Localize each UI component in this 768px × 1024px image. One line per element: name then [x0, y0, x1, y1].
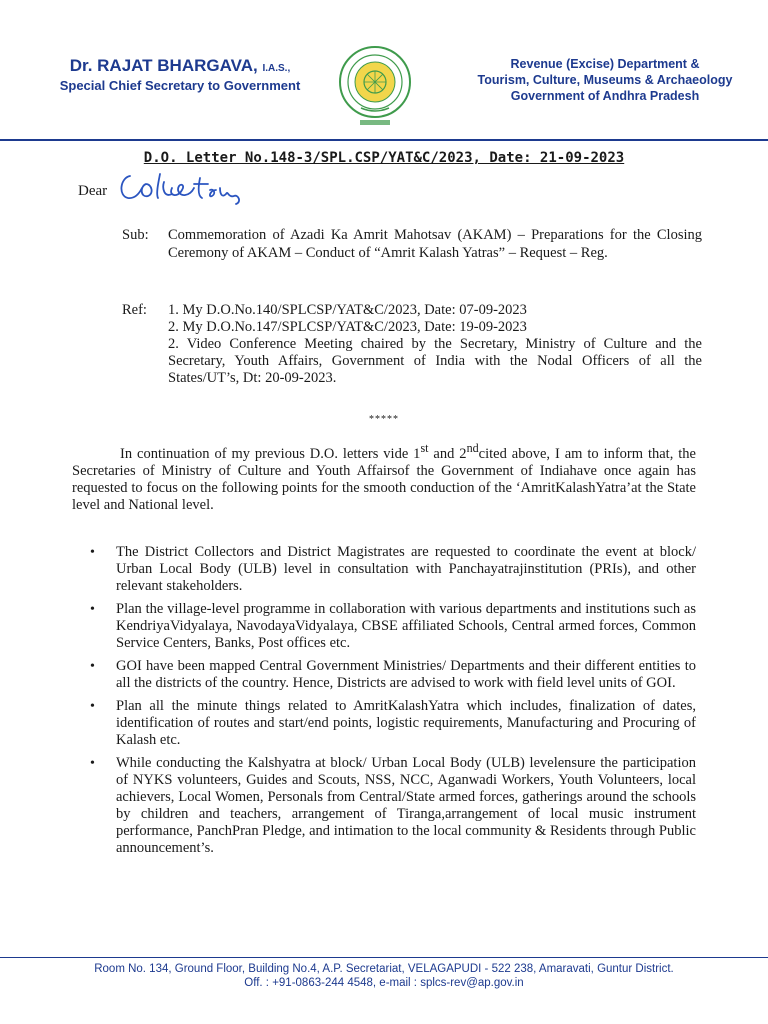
- department-line-3: Government of Andhra Pradesh: [510, 89, 700, 103]
- list-item: • GOI have been mapped Central Government Ministries/ Departments and their different entities to all the districts of the country. Hence, Districts are advised to work with field level units of GOI.: [90, 658, 696, 691]
- bullet-icon: •: [90, 602, 95, 617]
- reference-item: 1. My D.O.No.140/SPLCSP/YAT&C/2023, Date: 07-09-2023: [168, 302, 527, 318]
- department-block: [470, 56, 740, 104]
- footer-address: [0, 962, 768, 990]
- reference-label: Ref:: [122, 302, 147, 318]
- references-block: [122, 302, 702, 387]
- reference-item: 2. Video Conference Meeting chaired by the Secretary, Ministry of Culture and the Secretary, Youth Affairs, Government of India with the Nodal Officers of all the States/UT’s, Dt: 20-09-2023.: [168, 336, 702, 386]
- department-line-2: Tourism, Culture, Museums & Archaeology: [477, 73, 733, 87]
- sender-designation: Special Chief Secretary to Government: [59, 78, 301, 93]
- subject-text: Commemoration of Azadi Ka Amrit Mahotsav (AKAM) – Preparations for the Closing Ceremony of AKAM – Conduct of “Amrit Kalash Yatras” – Request – Reg.: [168, 227, 702, 261]
- reference-item: 2. My D.O.No.147/SPLCSP/YAT&C/2023, Date: 19-09-2023: [168, 319, 527, 335]
- department-line-1: Revenue (Excise) Department &: [510, 57, 700, 71]
- list-item: • The District Collectors and District Magistrates are requested to coordinate the event at block/ Urban Local Body (ULB) level in consultation with Panchayatrajinstitution (PRIs), and other relevant stakeholders.: [90, 544, 696, 594]
- do-letter-title: D.O. Letter No.148-3/SPL.CSP/YAT&C/2023, Date: 21-09-2023: [143, 150, 625, 166]
- bullet-icon: •: [90, 659, 95, 674]
- andhra-pradesh-emblem-icon: [336, 42, 414, 132]
- handwritten-collectors-signature: [116, 168, 256, 213]
- section-separator: *****: [369, 414, 399, 425]
- instructions-list: [90, 544, 696, 863]
- footer-contact-line: Off. : +91-0863-244 4548, e-mail : splcs-rev@ap.gov.in: [244, 977, 524, 989]
- footer-divider: [0, 957, 768, 958]
- bullet-icon: •: [90, 756, 95, 771]
- sender-block: [30, 56, 330, 93]
- bullet-icon: •: [90, 545, 95, 560]
- list-item: • Plan all the minute things related to AmritKalashYatra which includes, finalization of dates, identification of routes and start/end points, logistic requirements, Manufacturing and Procuring of Kalash etc.: [90, 698, 696, 748]
- bullet-icon: •: [90, 699, 95, 714]
- header-divider: [0, 139, 768, 141]
- body-paragraph: In continuation of my previous D.O. letters vide 1st and 2ndcited above, I am to inform that, the Secretaries of Ministry of Culture and Youth Affairsof the Government of Indiahave once again has requested to focus on the following points for the smooth conduction of the ‘AmritKalashYatra’at the State level and National level.: [72, 441, 696, 513]
- sender-name: Dr. RAJAT BHARGAVA, I.A.S.,: [69, 56, 291, 75]
- list-item: • While conducting the Kalshyatra at block/ Urban Local Body (ULB) levelensure the participation of NYKS volunteers, Guides and Scouts, NSS, NCC, Aganwadi Workers, Youth Volunteers, local achievers, Local Women, Personals from Central/State armed forces, gatherings around the schools by children and teachers, arrangement of Tiranga,arrangement of local music instrument performance, PanchPran Pledge, and intimation to the local community & Residents through Public announcement’s.: [90, 755, 696, 856]
- salutation: Dear: [78, 183, 108, 199]
- subject-label: Sub:: [122, 227, 149, 243]
- footer-address-line: Room No. 134, Ground Floor, Building No.4, A.P. Secretariat, VELAGAPUDI - 522 238, Amaravati, Guntur District.: [94, 963, 674, 975]
- list-item: • Plan the village-level programme in collaboration with various departments and institutions such as KendriyaVidyalaya, NavodayaVidyalaya, CBSE affiliated Schools, Central armed forces, Common Service Centers, Banks, Post offices etc.: [90, 601, 696, 651]
- subject-block: [122, 226, 702, 262]
- sender-suffix: I.A.S.,: [262, 63, 291, 74]
